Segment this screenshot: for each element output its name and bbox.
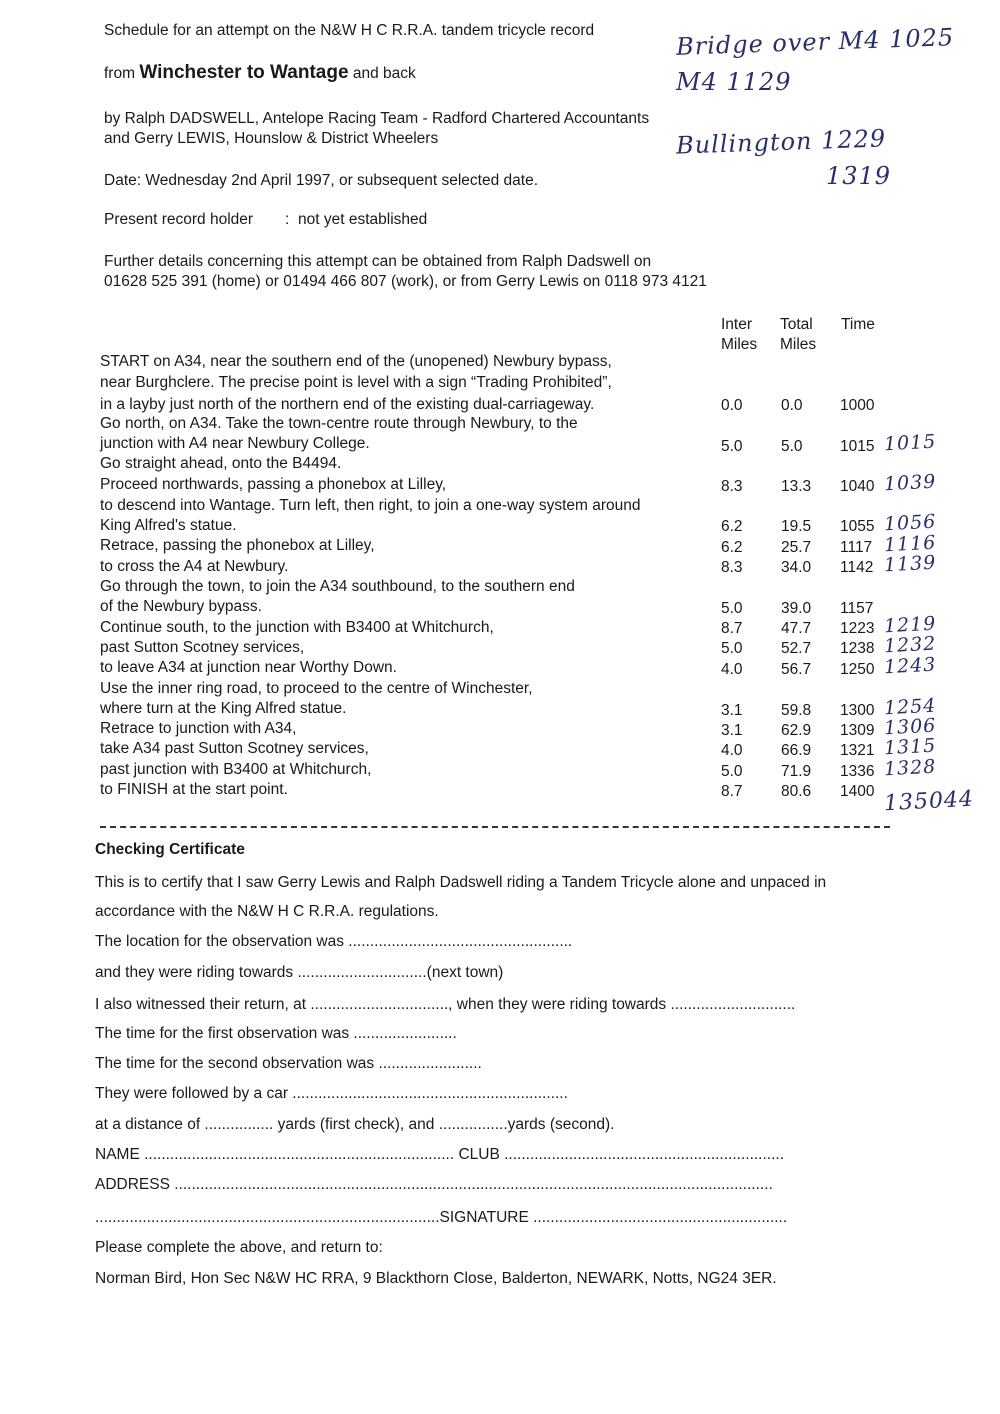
handwritten-actual-time: 1328: [883, 755, 937, 781]
col-inter-1: Inter: [721, 316, 753, 333]
route-description-line: past junction with B3400 at Whitchurch,: [100, 761, 372, 778]
date-line: Date: Wednesday 2nd April 1997, or subsequent selected date.: [104, 172, 539, 189]
route-description-line: Proceed northwards, passing a phonebox at Lilley,: [100, 476, 447, 493]
route-description-line: to leave A34 at junction near Worthy Down.: [100, 659, 397, 676]
route-description-line: King Alfred's statue.: [100, 517, 237, 534]
total-miles-cell: 71.9: [781, 763, 812, 780]
second-observation-field: The time for the second observation was ........................: [95, 1055, 482, 1072]
total-miles-cell: 39.0: [781, 600, 812, 617]
handwritten-actual-time: 1039: [883, 470, 937, 496]
route-description-line: to cross the A4 at Newbury.: [100, 558, 289, 575]
total-miles-cell: 0.0: [781, 397, 803, 414]
inter-miles-cell: 6.2: [721, 539, 743, 556]
col-total-2: Miles: [780, 336, 817, 353]
col-time: Time: [841, 316, 875, 333]
route-description-line: of the Newbury bypass.: [100, 598, 262, 615]
route-title-line: [104, 64, 416, 83]
handwritten-actual-time: 1232: [883, 632, 937, 658]
route-description-line: START on A34, near the southern end of the (unopened) Newbury bypass,: [100, 353, 612, 370]
return-instruction: Please complete the above, and return to:: [95, 1239, 383, 1256]
total-miles-cell: 80.6: [781, 783, 812, 800]
route-description-line: in a layby just north of the northern end of the existing dual-carriageway.: [100, 396, 595, 413]
total-miles-cell: 47.7: [781, 620, 812, 637]
inter-miles-cell: 4.0: [721, 661, 743, 678]
scheduled-time-cell: 1055: [840, 518, 875, 535]
handwritten-actual-time: 1056: [883, 510, 937, 536]
inter-miles-cell: 0.0: [721, 397, 743, 414]
route-description-line: take A34 past Sutton Scotney services,: [100, 740, 369, 757]
record-holder-value: not yet established: [298, 211, 428, 228]
inter-miles-cell: 3.1: [721, 722, 743, 739]
dashed-divider: [100, 826, 890, 828]
handwritten-note: M4 1129: [676, 68, 792, 96]
route-description-line: Continue south, to the junction with B3400 at Whitchurch,: [100, 619, 494, 636]
first-observation-field: The time for the first observation was ........................: [95, 1025, 457, 1042]
direction-field: and they were riding towards ..............................(next town): [95, 964, 504, 981]
route-description-line: where turn at the King Alfred statue.: [100, 700, 347, 717]
inter-miles-cell: 4.0: [721, 742, 743, 759]
handwritten-note: Bullington 1229: [675, 124, 887, 160]
inter-miles-cell: 5.0: [721, 640, 743, 657]
col-total-1: Total: [780, 316, 813, 333]
scheduled-time-cell: 1321: [840, 742, 875, 759]
route-suffix: and back: [352, 65, 416, 82]
route-description-line: past Sutton Scotney services,: [100, 639, 305, 656]
address-field: ADDRESS ...........................................................................................................................................: [95, 1176, 773, 1193]
riders-line-2: and Gerry LEWIS, Hounslow & District Wheelers: [104, 130, 439, 147]
scheduled-time-cell: 1238: [840, 640, 875, 657]
route-description-line: junction with A4 near Newbury College.: [100, 435, 370, 452]
scheduled-time-cell: 1400: [840, 783, 875, 800]
distance-field: at a distance of ................ yards (first check), and ................yards (second).: [95, 1116, 615, 1133]
certificate-text: This is to certify that I saw Gerry Lewis and Ralph Dadswell riding a Tandem Tricycle alone and unpaced in: [95, 874, 827, 891]
certificate-text: accordance with the N&W H C R.R.A. regulations.: [95, 903, 439, 920]
handwritten-actual-time: 1116: [883, 531, 937, 557]
handwritten-note: 1319: [826, 162, 892, 190]
handwritten-actual-time: 1243: [883, 653, 937, 679]
route-description-line: Go straight ahead, onto the B4494.: [100, 455, 342, 472]
inter-miles-cell: 5.0: [721, 438, 743, 455]
scheduled-time-cell: 1040: [840, 478, 875, 495]
scheduled-time-cell: 1117: [840, 539, 873, 556]
scheduled-time-cell: 1250: [840, 661, 875, 678]
total-miles-cell: 34.0: [781, 559, 812, 576]
contact-line-2: 01628 525 391 (home) or 01494 466 807 (work), or from Gerry Lewis on 0118 973 4121: [104, 273, 707, 290]
riders-line-1: by Ralph DADSWELL, Antelope Racing Team - Radford Chartered Accountants: [104, 110, 650, 127]
route-description-line: near Burghclere. The precise point is level with a sign “Trading Prohibited”,: [100, 374, 612, 391]
total-miles-cell: 66.9: [781, 742, 812, 759]
total-miles-cell: 25.7: [781, 539, 812, 556]
car-field: They were followed by a car ................................................................: [95, 1085, 568, 1102]
scheduled-time-cell: 1015: [840, 438, 875, 455]
observation-location-field: The location for the observation was ....................................................: [95, 933, 573, 950]
route-description-line: Retrace, passing the phonebox at Lilley,: [100, 537, 375, 554]
inter-miles-cell: 8.7: [721, 620, 743, 637]
handwritten-note: Bridge over M4 1025: [675, 23, 955, 61]
scheduled-time-cell: 1336: [840, 763, 875, 780]
inter-miles-cell: 5.0: [721, 600, 743, 617]
inter-miles-cell: 6.2: [721, 518, 743, 535]
route-description-line: Retrace to junction with A34,: [100, 720, 297, 737]
document-heading: Schedule for an attempt on the N&W H C R.R.A. tandem tricycle record: [104, 22, 595, 39]
total-miles-cell: 52.7: [781, 640, 812, 657]
scheduled-time-cell: 1300: [840, 702, 875, 719]
total-miles-cell: 13.3: [781, 478, 812, 495]
scheduled-time-cell: 1223: [840, 620, 875, 637]
total-miles-cell: 59.8: [781, 702, 812, 719]
scheduled-time-cell: 1309: [840, 722, 875, 739]
handwritten-actual-time: 1254: [883, 694, 937, 720]
inter-miles-cell: 5.0: [721, 763, 743, 780]
scheduled-time-cell: 1142: [840, 559, 874, 576]
total-miles-cell: 19.5: [781, 518, 812, 535]
route-description-line: Go north, on A34. Take the town-centre route through Newbury, to the: [100, 415, 578, 432]
name-club-field: NAME ........................................................................ CLUB .................................................................: [95, 1146, 785, 1163]
contact-line-1: Further details concerning this attempt can be obtained from Ralph Dadswell on: [104, 253, 652, 270]
scheduled-time-cell: 1157: [840, 600, 874, 617]
inter-miles-cell: 3.1: [721, 702, 743, 719]
handwritten-actual-time: 1306: [883, 714, 937, 740]
total-miles-cell: 62.9: [781, 722, 812, 739]
route-description-line: to FINISH at the start point.: [100, 781, 288, 798]
route-description-line: Go through the town, to join the A34 southbound, to the southern end: [100, 578, 575, 595]
route-title: Winchester to Wantage: [139, 62, 349, 83]
return-field: I also witnessed their return, at ................................, when they were riding towards .............................: [95, 996, 796, 1013]
handwritten-actual-time: 135044: [883, 786, 975, 817]
inter-miles-cell: 8.3: [721, 559, 743, 576]
total-miles-cell: 5.0: [781, 438, 803, 455]
total-miles-cell: 56.7: [781, 661, 812, 678]
record-holder-colon: :: [285, 211, 290, 228]
col-inter-2: Miles: [721, 336, 758, 353]
from-prefix: from: [104, 65, 135, 82]
handwritten-actual-time: 1315: [883, 734, 937, 760]
signature-field: ................................................................................SIGNATURE ...........................................................: [95, 1209, 788, 1226]
return-address: Norman Bird, Hon Sec N&W HC RRA, 9 Blackthorn Close, Balderton, NEWARK, Notts, NG24 3ER.: [95, 1270, 777, 1287]
handwritten-actual-time: 1015: [883, 430, 937, 456]
record-holder-label: Present record holder: [104, 211, 254, 228]
inter-miles-cell: 8.3: [721, 478, 743, 495]
handwritten-actual-time: 1139: [883, 551, 937, 577]
certificate-heading: Checking Certificate: [95, 841, 245, 858]
inter-miles-cell: 8.7: [721, 783, 743, 800]
scheduled-time-cell: 1000: [840, 397, 875, 414]
route-description-line: Use the inner ring road, to proceed to the centre of Winchester,: [100, 680, 533, 697]
route-description-line: to descend into Wantage. Turn left, then right, to join a one-way system around: [100, 497, 641, 514]
handwritten-actual-time: 1219: [883, 612, 937, 638]
